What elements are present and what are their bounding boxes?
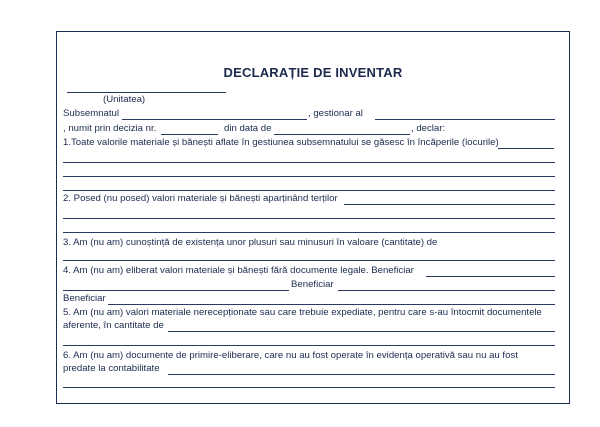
item-4-text: 4. Am (nu am) eliberat valori materiale și bănești fără documente legale. Beneficiar xyxy=(63,265,414,276)
item-5-quantity-field[interactable] xyxy=(168,331,555,332)
item-5-text-2: aferente, în cantitate de xyxy=(63,320,164,331)
gestionar-field[interactable] xyxy=(375,119,555,120)
item-4-beneficiar-label: Beneficiar xyxy=(291,279,334,290)
gestionar-label: , gestionar al xyxy=(308,108,363,119)
name-field[interactable] xyxy=(122,119,307,120)
unit-caption: (Unitatea) xyxy=(103,94,146,105)
item-6-line[interactable] xyxy=(63,387,555,388)
item-2-text: 2. Posed (nu posed) valori materiale și bănești aparținând terților xyxy=(63,193,338,204)
decizia-label: , numit prin decizia nr. xyxy=(63,123,157,134)
din-data-label: din data de xyxy=(224,123,272,134)
item-1-line[interactable] xyxy=(63,190,555,191)
item-3-text: 3. Am (nu am) cunoștință de existența unor plusuri sau minusuri în valoare (cantitate) de xyxy=(63,237,438,248)
unit-field[interactable] xyxy=(67,92,226,93)
declar-label: , declar: xyxy=(411,123,446,134)
item-6-text: 6. Am (nu am) documente de primire-eliberare, care nu au fost operate în evidența operativă sau nu au fost xyxy=(63,350,518,361)
item-4-line[interactable] xyxy=(63,290,289,291)
inventory-declaration-form xyxy=(56,31,570,404)
item-4-beneficiary-field[interactable] xyxy=(426,276,555,277)
date-field[interactable] xyxy=(274,134,410,135)
item-1-text: 1.Toate valorile materiale și bănești aflate în gestiunea subsemnatului se găsesc în încăperile (locurile) xyxy=(63,137,499,148)
item-6-text-2: predate la contabilitate xyxy=(63,363,160,374)
item-1-line[interactable] xyxy=(63,176,555,177)
item-1-line[interactable] xyxy=(63,162,555,163)
item-2-line[interactable] xyxy=(63,218,555,219)
form-title: DECLARAȚIE DE INVENTAR xyxy=(223,65,403,80)
item-5-line[interactable] xyxy=(63,345,555,346)
item-6-field[interactable] xyxy=(168,374,555,375)
item-2-field[interactable] xyxy=(344,204,555,205)
item-2-line[interactable] xyxy=(63,232,555,233)
item-3-line[interactable] xyxy=(63,260,555,261)
item-5-text: 5. Am (nu am) valori materiale nerecepționate sau care trebuie expediate, pentru care s-au întocmit documentele xyxy=(63,307,542,318)
decision-number-field[interactable] xyxy=(161,134,218,135)
item-1-field[interactable] xyxy=(498,148,554,149)
item-4-beneficiary-field-3[interactable] xyxy=(108,304,555,305)
item-4-beneficiary-field-2[interactable] xyxy=(338,290,555,291)
subsemnatul-label: Subsemnatul xyxy=(63,108,119,119)
item-4-beneficiar-label-2: Beneficiar xyxy=(63,293,106,304)
